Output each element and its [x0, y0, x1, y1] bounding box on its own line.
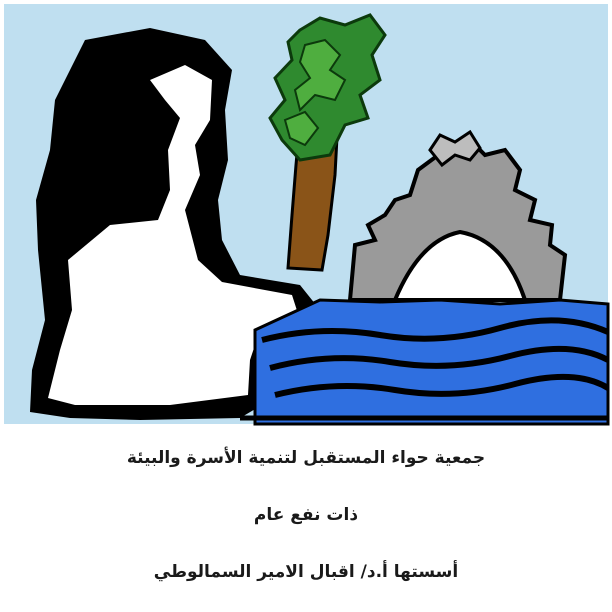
founder-line: أسستها أ.د/ اقبال الامير السمالوطي [153, 562, 459, 582]
organization-status: ذات نفع عام [253, 505, 359, 525]
organization-name: جمعية حواء المستقبل لتنمية الأسرة والبيئة [126, 448, 486, 468]
sea-waves-icon [240, 300, 608, 424]
